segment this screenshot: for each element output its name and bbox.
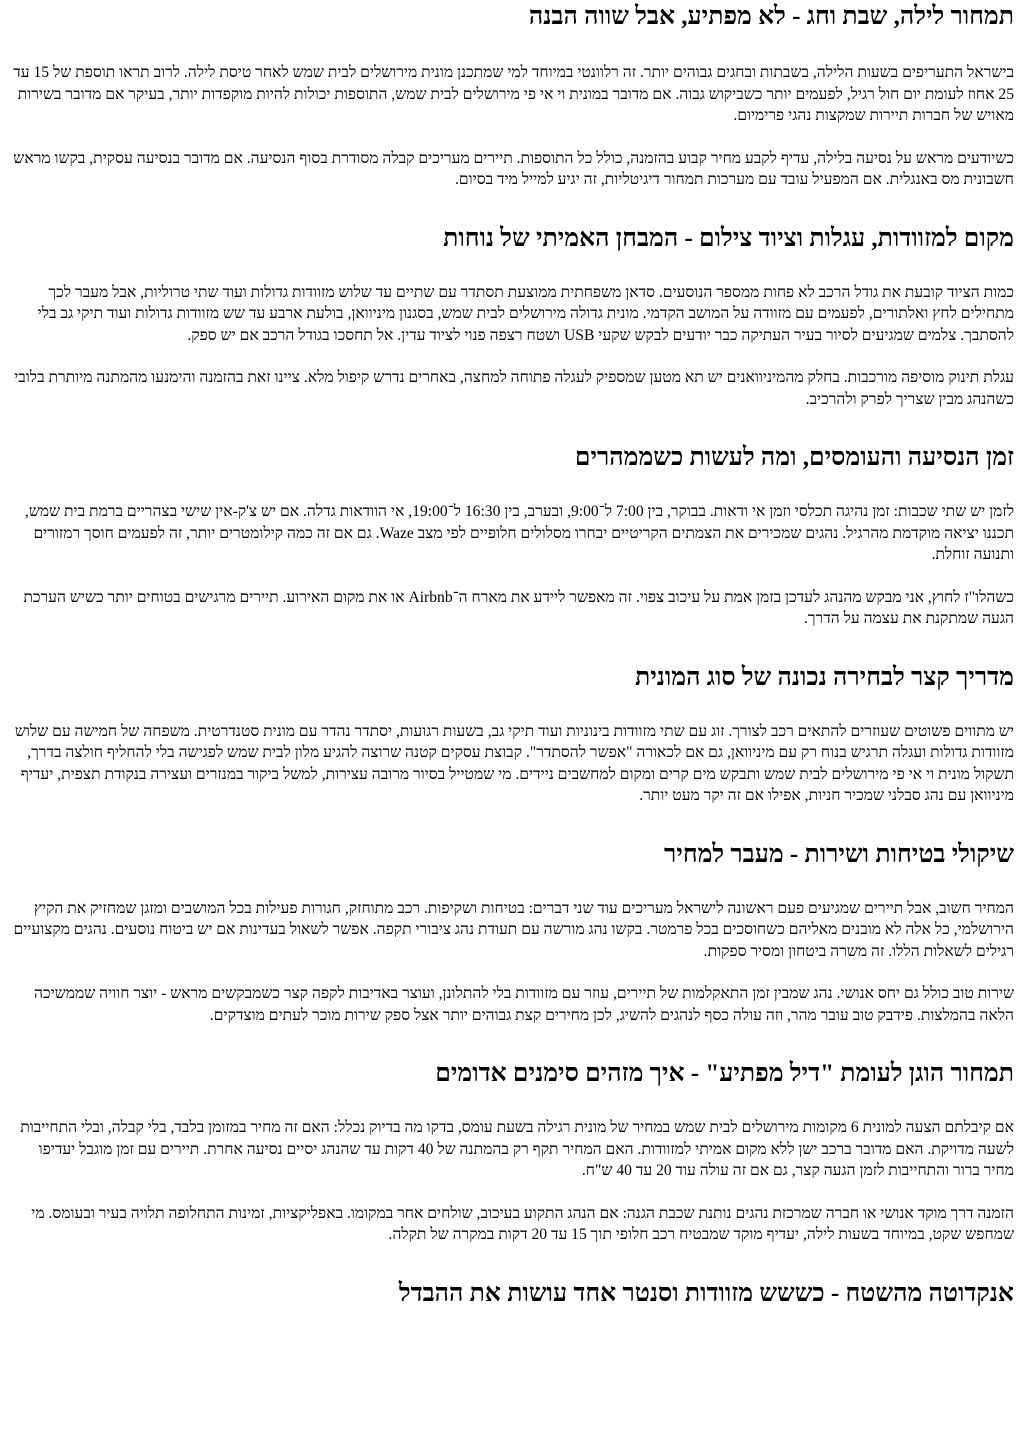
- paragraph: יש מתווים פשוטים שעוזרים להתאים רכב לצורך. זוג עם שתי מזוודות בינוניות ועוד תיקי גב, בשעות רגועות, יסתדר נהדר עם מונית סטנדרטית. משפחה של חמישה עם שלוש מזוודות גדולות ועגלה תרגיש בנוח רק עם מיניוואן, גם אם לכאורה "אפשר להסתדר". קבוצת עסקים קטנה שרוצה להגיע מלון לבית שמש לפגישה בלי להחליף חולצה בדרך, תשקול מונית וי אי פי מירושלים לבית שמש ותבקש מים קרים ומקום למחשבים ניידים. מי שמטייל בסיור מרובה עצירות, למשל ביקור במנזרים ועצירה בנקודת תצפית, יעדיף מיניוואן עם נהג סבלני שמכיר חניות, אפילו אם זה יקר מעט יותר.: [14, 722, 1014, 804]
- section-field-anecdote: [10, 1246, 1014, 1309]
- paragraph: עגלת תינוק מוסיפה מורכבות. בחלק מהמיניוואנים יש תא מטען שמספיק לעגלה פתוחה למחצה, באחרים נדרש קיפול מלא. ציינו זאת בהזמנה והימנעו מהמתנה מיותרת בלובי כשהנהג מבין שצריך לפרק ולהרכיב.: [14, 369, 1014, 408]
- paragraph: כמות הציוד קובעת את גודל הרכב לא פחות ממספר הנוסעים. סדאן משפחתית ממוצעת תסתדר עם שתיים עד שלוש מזוודות גדולות ועוד שתי טרוליות, אבל מעבר לכך מתחילים לחץ ואלתורים, לפעמים עם מזוודה על המושב הקדמי. מונית גדולה מירושלים לבית שמש, בסגנון מיניוואן, בולעת ארבע עד שש מזוודות גדולות ועוד תיקי גב בלי להסתבך. צלמים שמגיעים לסיור בעיר העתיקה כבר יודעים לבקש שקעי USB ושטח רצפה פנוי לציוד עדין. אל תחסכו בגודל הרכב אם יש ספק.: [37, 283, 1014, 344]
- section-title: אנקדוטה מהשטח - כששש מזוודות וסנטר אחד עושות את ההבדל: [398, 1279, 1014, 1307]
- section-title: שיקולי בטיחות ושירות - מעבר למחיר: [663, 840, 1014, 868]
- paragraph: כשיודעים מראש על נסיעה בלילה, עדיף לקבע מחיר קבוע בהזמנה, כולל כל התוספות. תיירים מעריכים קבלה מסודרת בסוף הנסיעה. אם מדובר בנסיעה עסקית, בקשו מראש חשבונית מס באנגלית. אם המפעיל עובד עם מערכות תמחור דיגיטליות, זה יגיע למייל מיד בסיום.: [13, 149, 1014, 188]
- section-title: מקום למזוודות, עגלות וציוד צילום - המבחן האמיתי של נוחות: [443, 224, 1014, 252]
- section-safety-service: [10, 807, 1014, 1027]
- section-title: תמחור לילה, שבת וחג - לא מפתיע, אבל שווה הבנה: [528, 3, 1014, 30]
- paragraph: שירות טוב כולל גם יחס אנושי. נהג שמבין זמן התאקלמות של תיירים, עוזר עם מזוודות בלי להתלונן, ועוצר באדיבות לקפה קצר כשמבקשים מראש - יוצר חוויה שממשיכה הלאה בהמלצות. פידבק טוב עובר מהר, וזה עולה כסף לנהגים להשיג, לכן מחירים קצת גבוהים יותר אצל ספק שירות מוכר לעתים מוצדקים.: [34, 985, 1014, 1024]
- section-fair-pricing: [10, 1026, 1014, 1246]
- section-title: זמן הנסיעה והעומסים, ומה לעשות כשממהרים: [574, 444, 1014, 471]
- paragraph: הזמנה דרך מוקד אנושי או חברה שמרכזת נהגים נותנת שכבת הגנה: אם הנהג התקוע בעיכוב, שולחים אחר במקומו. באפליקציות, זמינות התחלופה תלויה בעיר ובעומס. מי שמחפש שקט, במיוחד בשעות לילה, יעדיף מוקד שמבטיח רכב חלופי תוך 15 עד 20 דקות במקרה של תקלה.: [31, 1204, 1014, 1243]
- paragraph: לזמן יש שתי שכבות: זמן נהיגה תכלסי וזמן אי ודאות. בבוקר, בין 7:00 ל־9:00, ובערב, בין 16:30 ל־19:00, אי הוודאות גדלה. אם יש צ'ק-אין שישי בצהריים ברמת בית שמש, תכננו יציאה מוקדמת מהרגיל. נהגים שמכירים את הצמתים הקריטיים יבחרו מסלולים חלופיים לפי מצב Waze. גם אם זה כמה קילומטרים יותר, זה לפעמים חוסך רמזורים ותנועה זוחלת.: [24, 503, 1014, 563]
- section-travel-time: [10, 410, 1014, 630]
- paragraph: אם קיבלתם הצעה למונית 6 מקומות מירושלים לבית שמש במחיר של מונית רגילה בשעת עומס, בדקו מה בדיוק נכלל: האם זה מחיר במזומן בלבד, בלי קבלה, ובלי התחייבות לשעה מדויקת. האם מדובר ברכב ישן ללא מקום אמיתי למזוודות. האם המחיר תקף רק בהמתנה של 40 דקות עד שהנהג יסיים נסיעה אחרת. תיירים עם זמן מוגבל יעדיפו מחיר ברור והתחייבות לזמן הגעה קצר, גם אם זה עולה עוד 20 עד 40 ש"ח.: [20, 1119, 1014, 1179]
- paragraph: המחיר חשוב, אבל תיירים שמגיעים פעם ראשונה לישראל מעריכים עוד שני דברים: בטיחות ושקיפות. רכב מתוחזק, חגורות פעילות בכל המושבים ומזגן שמחזיק את הקיץ הירושלמי, כל אלה לא מובנים מאליהם כשחוסכים בכל פרמטר. בקשו נהג מורשה עם תעודת נהג ציבורי תקפה. אפשר לשאול בעדינות אם יש ביטוח נוסעים. נהגים מקצועיים רגילים לשאלות הללו. זה משרה ביטחון ומסיר ספקות.: [13, 899, 1014, 960]
- section-luggage-space: [10, 191, 1014, 411]
- paragraph: בישראל התעריפים בשעות הלילה, בשבתות ובחגים גבוהים יותר. זה רלוונטי במיוחד למי שמתכנן מונית מירושלים לבית שמש לאחר טיסת לילה. לרוב תראו תוספת של 15 עד 25 אחוז לעומת יום חול רגיל, לפעמים יותר כשביקוש גבוה. אם מדובר במונית וי אי פי מירושלים לבית שמש, התוספות יכולות להיות מוקפדות יותר, בעיקר אם מדובר בשירות מאויש של חברות תיירות שמקצות נהגי פרימיום.: [13, 64, 1014, 124]
- section-taxi-type-guide: [10, 630, 1014, 807]
- section-title: מדריך קצר לבחירה נכונה של סוג המונית: [634, 663, 1014, 691]
- section-title: תמחור הוגן לעומת "דיל מפתיע" - איך מזהים סימנים אדומים: [435, 1060, 1014, 1087]
- section-night-pricing: [10, 0, 1014, 191]
- paragraph: כשהלו"ז לחוץ, אני מבקש מהנהג לעדכן בזמן אמת על עיכוב צפוי. זה מאפשר ליידע את מארח ה־Airbnb או את מקום האירוע. תיירים מרגישים בטוחים יותר כשיש הערכת הגעה שמתקנת את עצמה על הדרך.: [23, 588, 1014, 627]
